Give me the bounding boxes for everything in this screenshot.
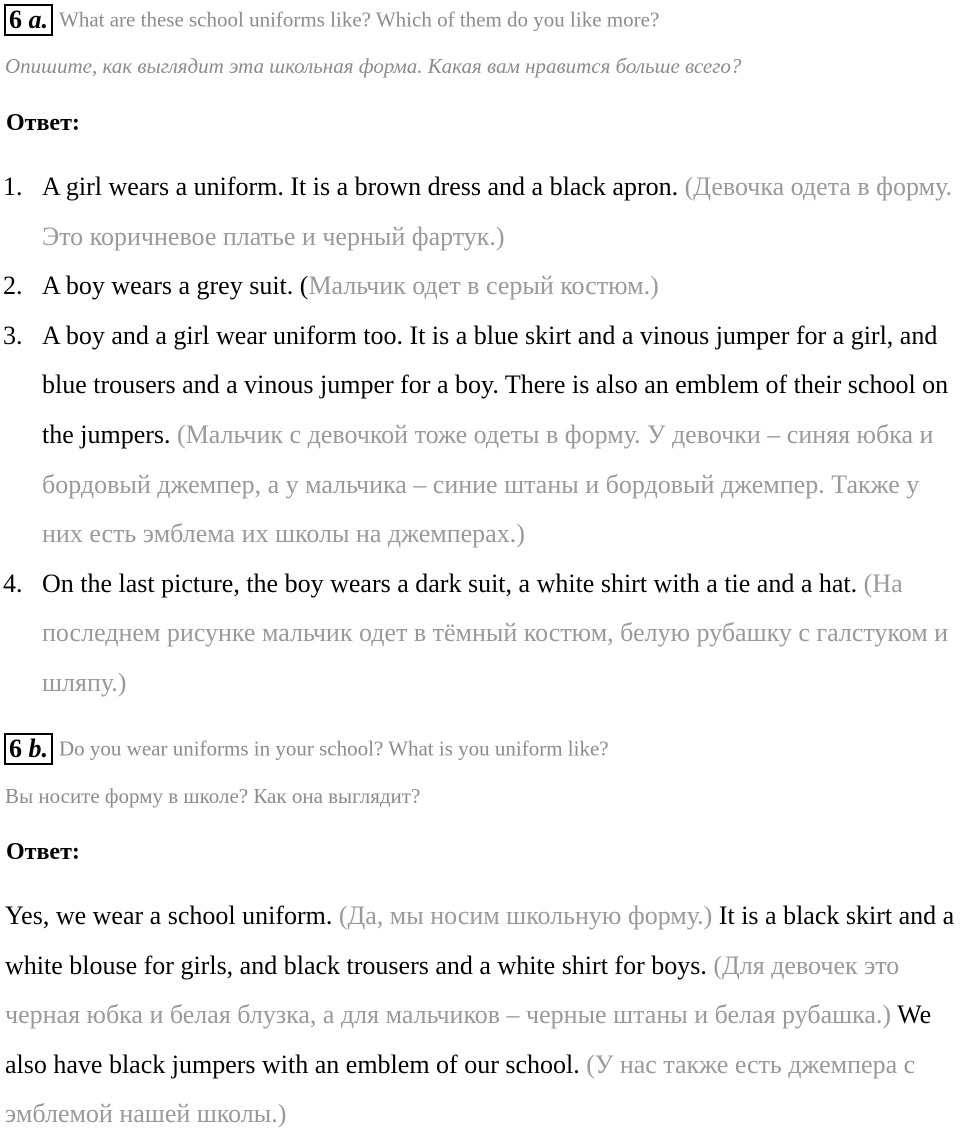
task-letter: b. [28,734,48,763]
answer-label: Ответ: [6,839,80,865]
answer-text-en: It is a black skirt and a white blouse for girls, and black trousers and a white shirt for boys. [5,901,955,980]
answer-list [0,162,960,708]
answer-text-ru: (Девочка одета в форму. Это коричневое платье и черный фартук.) [42,172,952,251]
task-6b-header [4,733,609,765]
list-item [0,559,960,708]
answer-text-ru: (У нас также есть джемпера с эмблемой нашей школы.) [5,1049,916,1129]
answer-text-ru: (Мальчик с девочкой тоже одеты в форму. У девочки – синяя юбка и бордовый джемпер, а у мальчика – синие штаны и бордовый джемпер. Также у них есть эмблема их школы на джемперах.) [42,419,934,549]
answer-text-en: We also have black jumpers with an emblem of our school. [5,1000,932,1079]
task-question-ru: Опишите, как выглядит эта школьная форма. Какая вам нравится больше всего? [5,54,742,78]
answer-text-en: On the last picture, the boy wears a dark suit, a white shirt with a tie and a hat. [42,568,858,598]
item-number: 4. [3,568,23,598]
list-item [0,162,960,261]
task-number: 6 [9,734,22,763]
answer-text-ru: (На последнем рисунке мальчик одет в тёмный костюм, белую рубашку с галстуком и шляпу.) [42,568,949,697]
answer-text-en: A boy wears a grey suit. ( [42,271,309,301]
item-number: 1. [3,172,23,201]
answer-text-en: Yes, we wear a school uniform. [5,901,333,930]
task-number: 6 [9,5,22,34]
task-question-ru: Вы носите форму в школе? Как она выглядит? [5,784,421,808]
answer-text-en: A girl wears a uniform. It is a brown dress and a black apron. [42,172,679,201]
list-item [0,311,960,559]
task-6a-header [4,4,659,36]
task-letter: a. [28,5,48,34]
task-number-box [4,4,53,36]
answer-text-ru: Мальчик одет в серый костюм.) [308,271,659,301]
task-question-en: What are these school uniforms like? Which of them do you like more? [59,7,660,32]
task-question-en: Do you wear uniforms in your school? What is you uniform like? [59,736,609,761]
answer-text-ru: (Для девочек это черная юбка и белая блузка, а для мальчиков – черные штаны и белая рубашка.) [5,950,900,1030]
answer-label: Ответ: [6,110,80,136]
answer-paragraph [5,891,955,1139]
list-item [0,261,960,311]
item-number: 2. [3,271,23,301]
item-number: 3. [3,320,23,350]
answer-text-en: A boy and a girl wear uniform too. It is a blue skirt and a vinous jumper for a girl, and blue trousers and a vinous jumper for a boy. There is also an emblem of their school on the jumpers. [42,320,949,449]
task-number-box [4,733,53,765]
answer-text-ru: (Да, мы носим школьную форму.) [338,901,713,930]
